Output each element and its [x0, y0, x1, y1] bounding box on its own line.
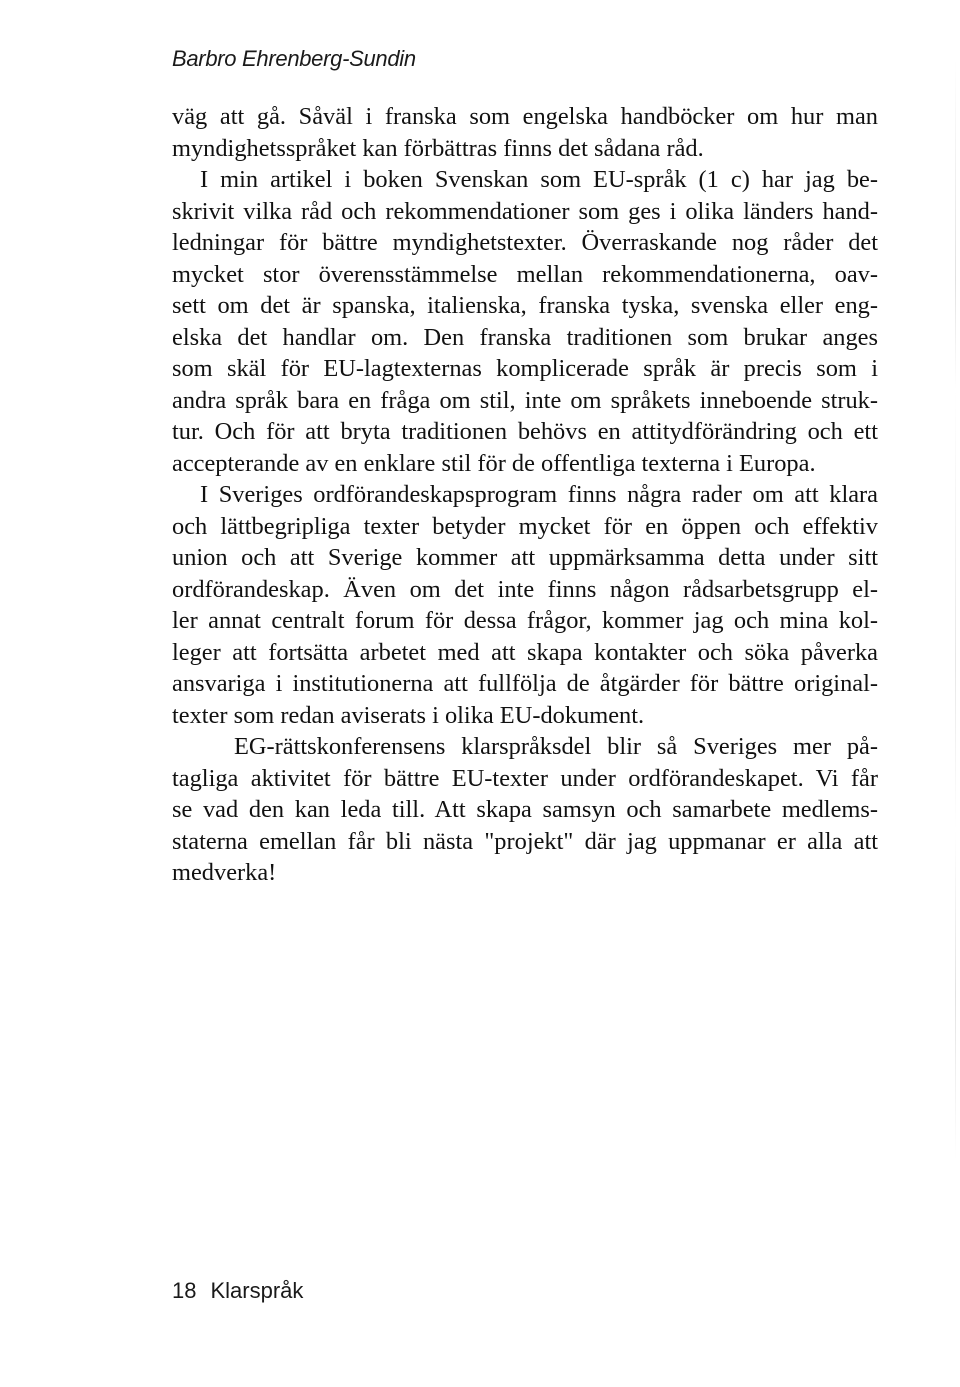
- text-line: ordförandeskap. Även om det inte finns någon rådsarbetsgrupp el-: [172, 575, 878, 603]
- text-line: medverka!: [172, 859, 277, 886]
- text-line: ansvariga i institutionerna att fullfölja de åtgärder för bättre original-: [172, 670, 878, 697]
- text-line: EG-rättskonferensens klarspråksdel blir så Sveriges mer på-: [234, 733, 878, 760]
- text-line: staterna emellan får bli nästa "projekt" där jag uppmanar er alla att: [172, 827, 878, 855]
- text-line: mycket stor överensstämmelse mellan rekommendationerna, oav-: [172, 260, 878, 288]
- text-line: se vad den kan leda till. Att skapa samsyn och samarbete medlems-: [172, 796, 878, 823]
- scan-edge-decoration: [955, 60, 956, 1160]
- running-head: Barbro Ehrenberg-Sundin: [172, 46, 416, 71]
- page-number: 18: [172, 1278, 197, 1303]
- text-line: andra språk bara en fråga om stil, inte om språkets inneboende struk-: [172, 386, 878, 414]
- text-line: väg att gå. Såväl i franska som engelska handböcker om hur man: [172, 103, 878, 130]
- text-line: I Sveriges ordförandeskapsprogram finns några rader om att klara: [200, 481, 878, 508]
- text-line: elska det handlar om. Den franska traditionen som brukar anges: [172, 323, 878, 351]
- text-line: texter som redan aviserats i olika EU-dokument.: [172, 701, 645, 729]
- text-line: skrivit vilka råd och rekommendationer som ges i olika länders hand-: [172, 197, 878, 225]
- text-line: union och att Sverige kommer att uppmärksamma detta under sitt: [172, 544, 878, 571]
- page-footer: [172, 1278, 303, 1304]
- text-line: ler annat centralt forum för dessa frågor, kommer jag och mina kol-: [172, 607, 878, 634]
- text-line: som skäl för EU-lagtexternas komplicerade språk är precis som i: [172, 355, 878, 382]
- body-text: [172, 101, 878, 889]
- text-line: sett om det är spanska, italienska, franska tyska, svenska eller eng-: [172, 292, 878, 319]
- text-line: och lättbegripliga texter betyder mycket för en öppen och effektiv: [172, 512, 878, 540]
- text-line: ledningar för bättre myndighetstexter. Överraskande nog råder det: [172, 229, 878, 256]
- text-line: myndighetsspråket kan förbättras finns det sådana råd.: [172, 134, 704, 162]
- text-line: tagliga aktivitet för bättre EU-texter under ordförandeskapet. Vi får: [172, 764, 878, 792]
- text-line: I min artikel i boken Svenskan som EU-språk (1 c) har jag be-: [200, 166, 878, 193]
- publication-title: Klarspråk: [210, 1278, 304, 1303]
- text-line: tur. Och för att bryta traditionen behövs en attitydförändring och ett: [172, 418, 878, 445]
- text-line: accepterande av en enklare stil för de offentliga texterna i Europa.: [172, 449, 816, 477]
- text-line: leger att fortsätta arbetet med att skapa kontakter och söka påverka: [172, 638, 878, 666]
